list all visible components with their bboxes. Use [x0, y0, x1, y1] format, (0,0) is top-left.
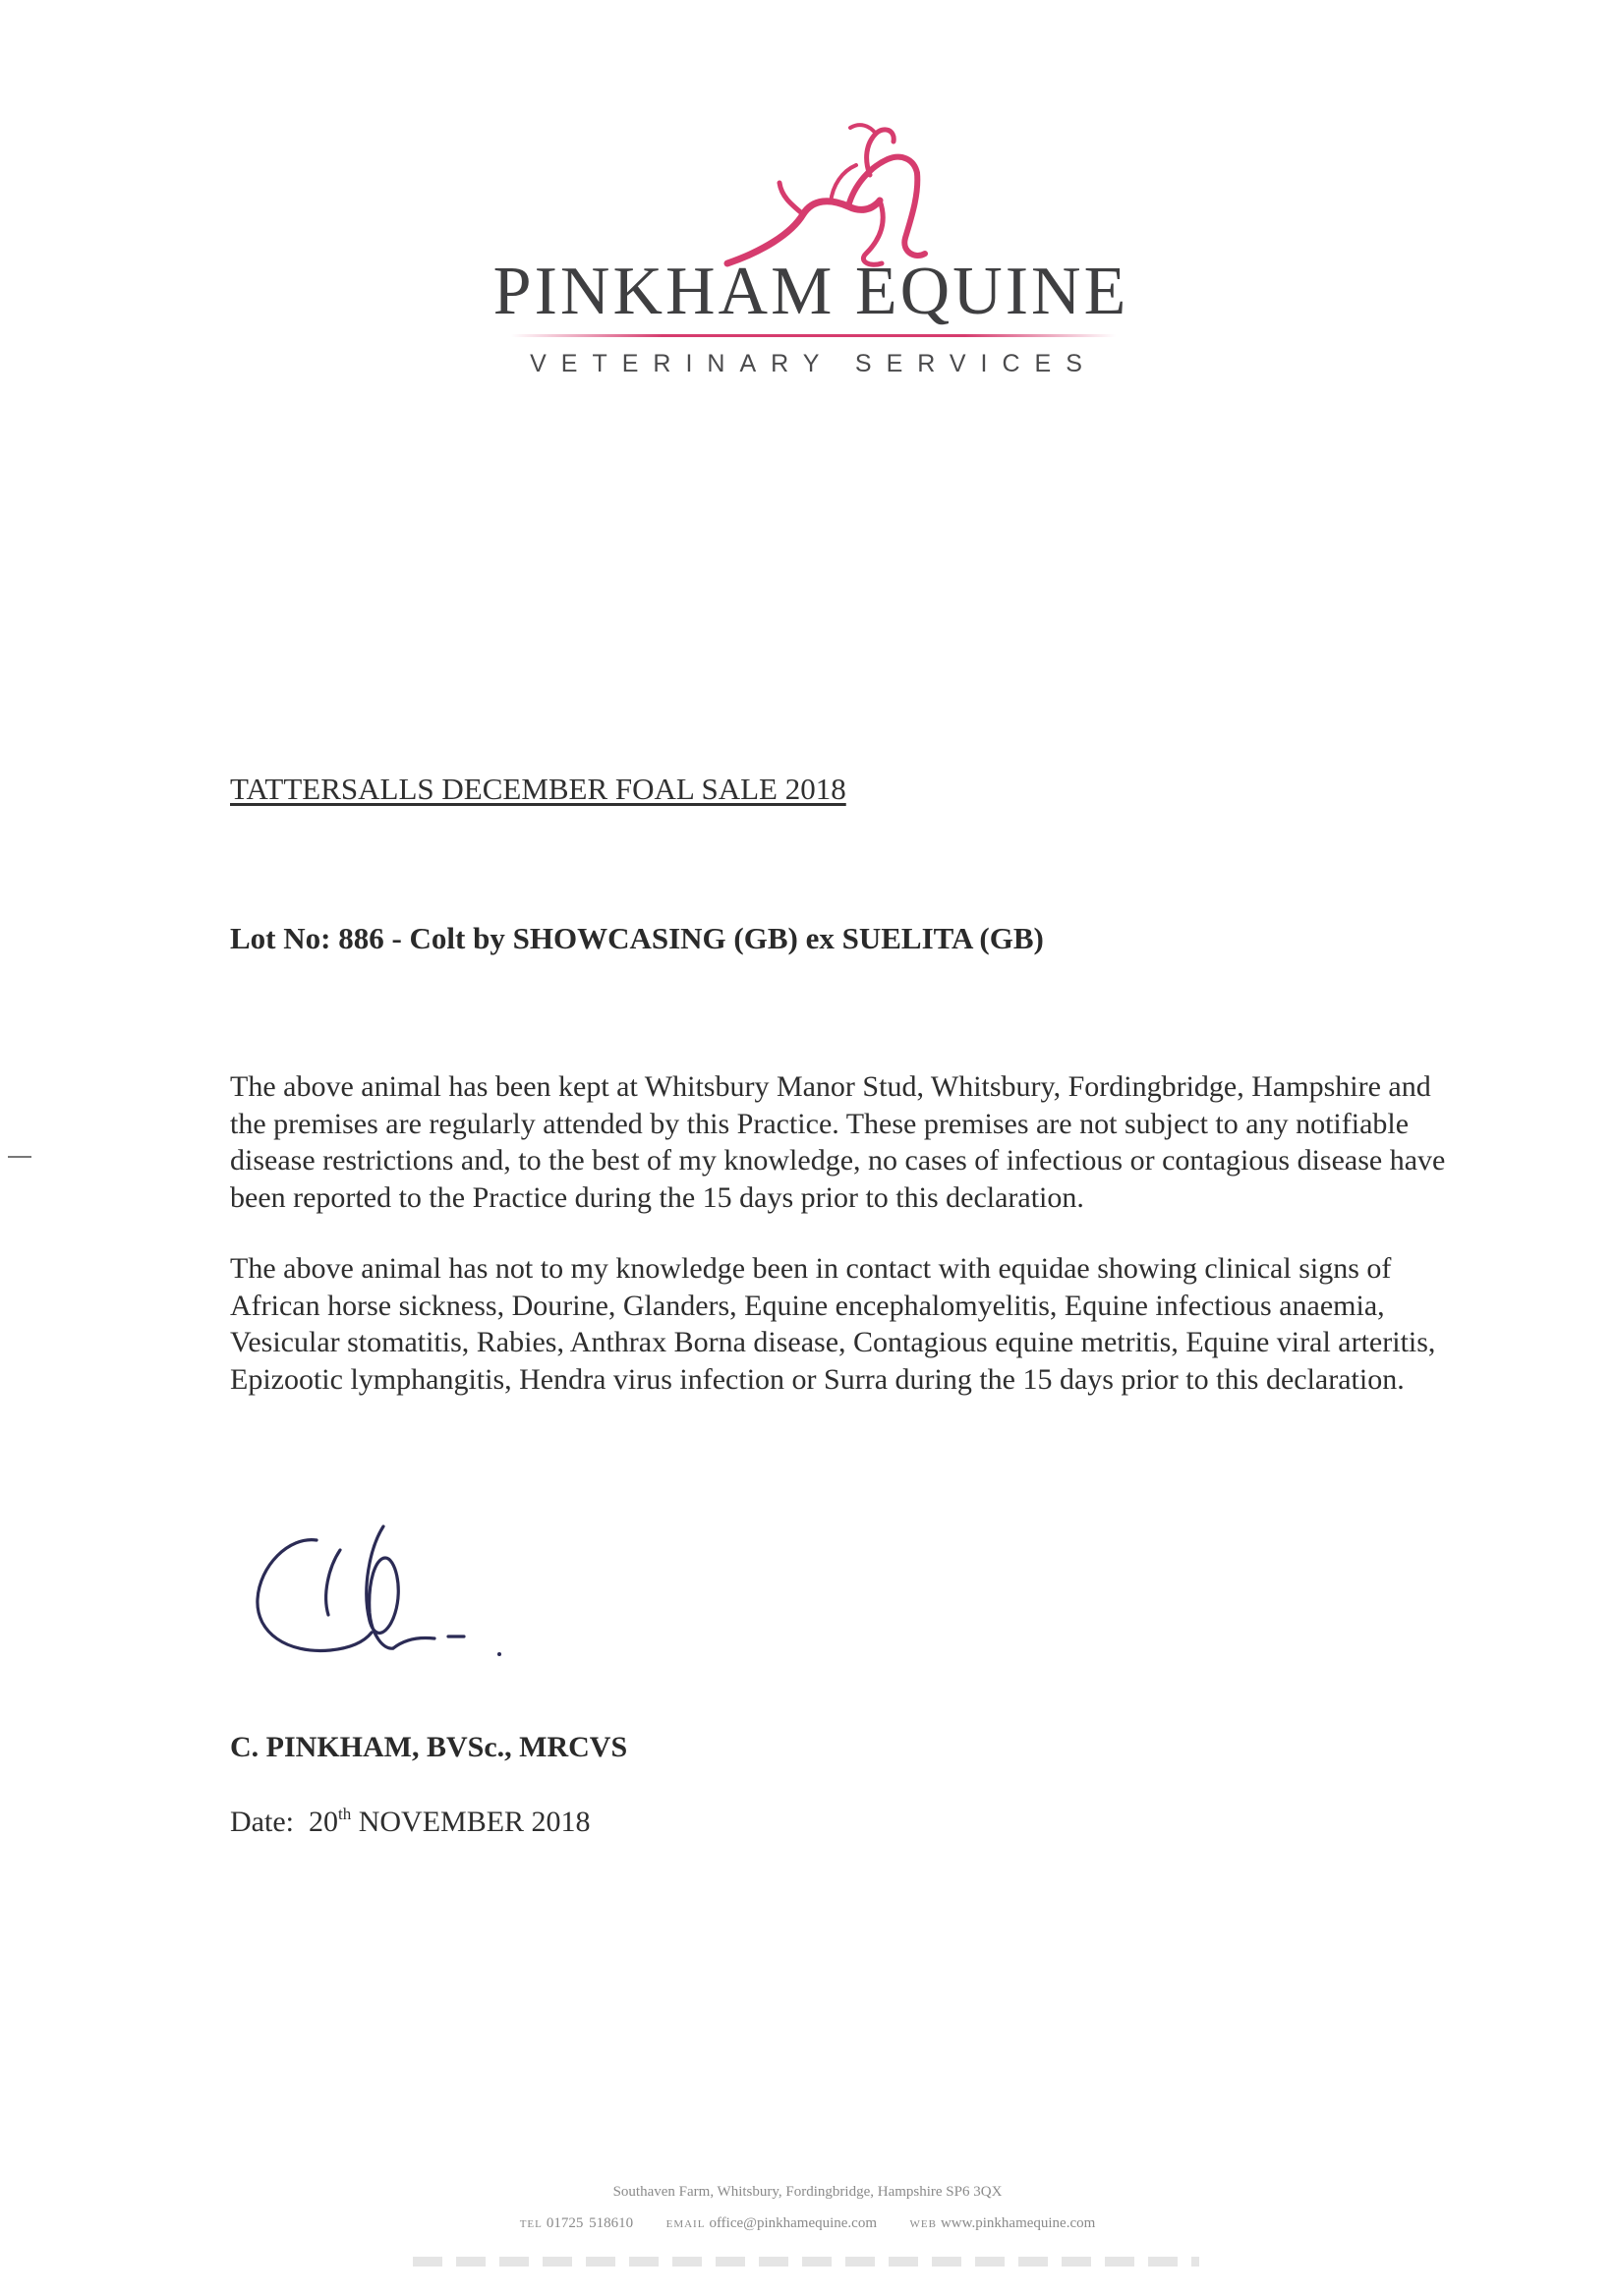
date-day: 20: [308, 1806, 338, 1838]
date-line: [230, 1805, 591, 1839]
horse-rider-icon: [722, 116, 929, 273]
contact-paragraph: The above animal has not to my knowledge been in contact with equidae showing clinical signs of African horse sickness, Dourine, Glanders, Equine encephalomyelitis, Equine infectious anaemia, Vesicular stomatitis, Rabies, Anthrax Borna disease, Contagious equine metritis, Equine viral arteritis, Epizootic lymphangitis, Hendra virus infection or Surra during the 15 days prior to this declaration.: [230, 1252, 1436, 1396]
footer-tel: 01725 518610: [546, 2215, 634, 2231]
date-suffix: th: [337, 1805, 352, 1823]
footer-contacts: [0, 2215, 1615, 2232]
footer-faint-line: [413, 2257, 1199, 2267]
margin-mark: [8, 1156, 31, 1158]
brand-name: PINKHAM EQUINE: [492, 254, 1129, 329]
email-label: EMAIL: [665, 2218, 706, 2230]
tel-label: TEL: [519, 2218, 543, 2230]
brand-tagline: VETERINARY SERVICES: [530, 350, 1097, 377]
footer-email[interactable]: office@pinkhamequine.com: [709, 2215, 878, 2231]
footer-web[interactable]: www.pinkhamequine.com: [940, 2215, 1096, 2231]
residence-paragraph: The above animal has been kept at Whitsbury Manor Stud, Whitsbury, Fordingbridge, Hampshire and the premises are regularly attended by this Practice. These premises are not subject to any notifiable disease restrictions and, to the best of my knowledge, no cases of infectious or contagious disease have been reported to the Practice during the 15 days prior to this declaration.: [230, 1070, 1446, 1214]
sale-title: TATTERSALLS DECEMBER FOAL SALE 2018: [230, 772, 846, 806]
date-rest: NOVEMBER 2018: [358, 1806, 591, 1838]
date-label: Date:: [230, 1806, 294, 1838]
signature: [246, 1519, 531, 1666]
footer-address: Southaven Farm, Whitsbury, Fordingbridge, Hampshire SP6 3QX: [612, 2184, 1003, 2200]
lot-line: Lot No: 886 - Colt by SHOWCASING (GB) ex SUELITA (GB): [230, 921, 1044, 955]
signatory-name: C. PINKHAM, BVSc., MRCVS: [230, 1731, 628, 1763]
brand-underline: [511, 334, 1116, 337]
web-label: WEB: [909, 2218, 937, 2230]
